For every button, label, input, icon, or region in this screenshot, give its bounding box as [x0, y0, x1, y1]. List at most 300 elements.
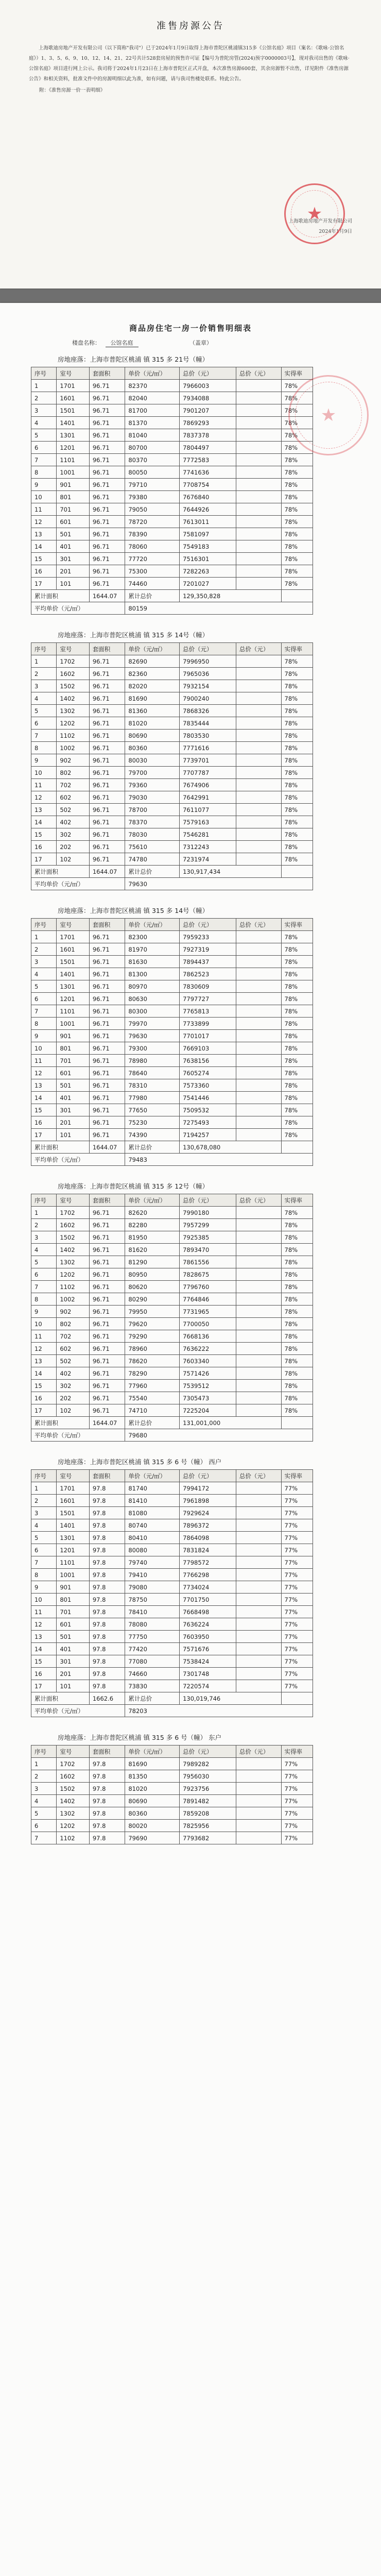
table-cell: 80630 — [125, 993, 180, 1005]
table-cell: 7994172 — [180, 1482, 236, 1495]
table-cell: 1501 — [57, 956, 89, 968]
table-cell: 96.71 — [89, 578, 125, 590]
table-cell: 7636224 — [180, 1618, 236, 1631]
table-cell — [236, 1330, 281, 1343]
table-cell — [236, 1380, 281, 1392]
table-row — [31, 754, 313, 767]
table-cell: 78% — [281, 980, 313, 993]
table-cell: 1302 — [57, 705, 89, 717]
table-cell: 7674906 — [180, 779, 236, 791]
table-cell: 7549183 — [180, 540, 236, 553]
table-cell: 80360 — [125, 742, 180, 754]
building-block — [0, 1457, 381, 1717]
table-cell: 10 — [31, 1594, 57, 1606]
table-cell: 7539512 — [180, 1380, 236, 1392]
table-row — [31, 668, 313, 680]
table-cell: 96.71 — [89, 1042, 125, 1055]
table-cell: 7676840 — [180, 491, 236, 503]
table-cell: 1101 — [57, 454, 89, 466]
table-cell: 96.71 — [89, 466, 125, 479]
table-cell: 79950 — [125, 1306, 180, 1318]
table-cell: 1401 — [57, 417, 89, 429]
table-cell: 78% — [281, 1268, 313, 1281]
table-cell: 7 — [31, 1832, 57, 1844]
table-cell — [236, 491, 281, 503]
table-cell: 77750 — [125, 1631, 180, 1643]
table-cell: 96.71 — [89, 943, 125, 956]
table-cell: 80620 — [125, 1281, 180, 1293]
total-area-value: 1644.07 — [89, 590, 125, 602]
avg-price-label: 平均单价（元/㎡） — [31, 1705, 125, 1717]
table-row — [31, 1795, 313, 1807]
table-cell — [236, 1544, 281, 1556]
table-cell: 7571426 — [180, 1367, 236, 1380]
table-cell: 97.8 — [89, 1581, 125, 1594]
table-cell: 7194257 — [180, 1129, 236, 1141]
table-cell: 7741636 — [180, 466, 236, 479]
table-cell: 77% — [281, 1532, 313, 1544]
table-cell: 96.71 — [89, 742, 125, 754]
table-cell: 96.71 — [89, 1231, 125, 1244]
table-cell: 401 — [57, 540, 89, 553]
table-cell: 1001 — [57, 1569, 89, 1581]
table-cell: 96.71 — [89, 1018, 125, 1030]
table-cell: 7546281 — [180, 828, 236, 841]
table-cell: 75300 — [125, 565, 180, 578]
column-header: 单价（元/㎡） — [125, 643, 180, 655]
total-area-label: 累计面积 — [31, 866, 90, 878]
table-cell: 74460 — [125, 578, 180, 590]
table-cell: 78% — [281, 943, 313, 956]
table-cell: 78% — [281, 841, 313, 853]
table-cell — [236, 392, 281, 404]
table-cell: 7644926 — [180, 503, 236, 516]
table-cell: 78% — [281, 380, 313, 392]
table-cell — [236, 1770, 281, 1783]
table-cell: 1201 — [57, 1544, 89, 1556]
project-label: 楼盘名称 — [72, 340, 95, 346]
table-cell: 6 — [31, 993, 57, 1005]
table-cell: 96.71 — [89, 503, 125, 516]
table-row — [31, 1104, 313, 1116]
table-row — [31, 1030, 313, 1042]
column-header: 序号 — [31, 643, 57, 655]
table-row — [31, 1544, 313, 1556]
column-header: 室号 — [57, 643, 89, 655]
table-header-row — [31, 367, 313, 380]
table-cell: 82360 — [125, 668, 180, 680]
table-cell: 78% — [281, 655, 313, 668]
table-cell — [236, 692, 281, 705]
table-cell: 201 — [57, 565, 89, 578]
table-cell: 96.71 — [89, 828, 125, 841]
avg-price-label: 平均单价（元/㎡） — [31, 1429, 125, 1442]
table-cell: 81040 — [125, 429, 180, 442]
table-cell: 78% — [281, 1042, 313, 1055]
table-cell: 11 — [31, 779, 57, 791]
table-cell: 80690 — [125, 1795, 180, 1807]
table-cell — [236, 553, 281, 565]
column-header: 套面积 — [89, 1470, 125, 1482]
table-cell: 1101 — [57, 1005, 89, 1018]
table-cell — [236, 1404, 281, 1417]
table-cell: 78410 — [125, 1606, 180, 1618]
table-title: 商品房住宅一房一价销售明细表 — [129, 324, 252, 333]
table-cell — [236, 680, 281, 692]
project-name: 公馆名庭 — [106, 338, 138, 347]
table-cell: 73830 — [125, 1680, 180, 1692]
table-cell: 96.71 — [89, 442, 125, 454]
table-cell: 7282263 — [180, 565, 236, 578]
column-header: 室号 — [57, 1745, 89, 1758]
table-cell: 7669103 — [180, 1042, 236, 1055]
table-cell: 97.8 — [89, 1758, 125, 1770]
table-cell: 13 — [31, 1355, 57, 1367]
table-cell: 6 — [31, 1544, 57, 1556]
column-header: 总价（元） — [180, 643, 236, 655]
table-cell: 5 — [31, 980, 57, 993]
table-cell: 1401 — [57, 968, 89, 980]
table-row — [31, 1268, 313, 1281]
avg-price-value: 79483 — [125, 1154, 313, 1166]
table-cell: 1402 — [57, 1795, 89, 1807]
column-header: 套面积 — [89, 919, 125, 931]
price-table — [31, 367, 313, 615]
table-cell: 96.71 — [89, 1067, 125, 1079]
column-header: 实得率 — [281, 643, 313, 655]
table-cell: 7225204 — [180, 1404, 236, 1417]
table-row — [31, 553, 313, 565]
table-cell: 78390 — [125, 528, 180, 540]
table-cell: 702 — [57, 779, 89, 791]
table-cell: 7701017 — [180, 1030, 236, 1042]
table-cell: 6 — [31, 442, 57, 454]
table-cell: 1302 — [57, 1256, 89, 1268]
table-cell: 97.8 — [89, 1556, 125, 1569]
column-header: 总价（元） — [180, 367, 236, 380]
table-cell: 78% — [281, 1256, 313, 1268]
table-cell: 96.71 — [89, 1343, 125, 1355]
table-cell — [236, 1594, 281, 1606]
table-cell: 7220574 — [180, 1680, 236, 1692]
table-row — [31, 1207, 313, 1219]
table-cell — [236, 980, 281, 993]
table-row — [31, 1293, 313, 1306]
table-cell — [236, 1281, 281, 1293]
total-area-value: 1662.6 — [89, 1692, 125, 1705]
table-cell: 7613011 — [180, 516, 236, 528]
table-cell — [236, 454, 281, 466]
table-cell — [236, 540, 281, 553]
table-cell: 74780 — [125, 853, 180, 866]
table-cell: 82370 — [125, 380, 180, 392]
table-cell: 1102 — [57, 1281, 89, 1293]
table-row — [31, 1092, 313, 1104]
table-cell: 1402 — [57, 1244, 89, 1256]
table-row — [31, 1655, 313, 1668]
table-cell: 7668136 — [180, 1330, 236, 1343]
table-cell: 78% — [281, 565, 313, 578]
table-cell — [236, 1392, 281, 1404]
table-cell: 79620 — [125, 1318, 180, 1330]
table-cell: 96.71 — [89, 1005, 125, 1018]
table-cell: 78% — [281, 1281, 313, 1293]
total-price-label: 累计总价 — [125, 1692, 180, 1705]
table-cell: 1601 — [57, 943, 89, 956]
table-cell: 96.71 — [89, 1207, 125, 1219]
table-cell — [236, 404, 281, 417]
table-cell: 96.71 — [89, 1281, 125, 1293]
table-cell — [236, 528, 281, 540]
table-cell: 4 — [31, 968, 57, 980]
company-seal: ★ — [284, 183, 345, 244]
table-cell — [236, 1030, 281, 1042]
table-cell: 302 — [57, 1380, 89, 1392]
table-cell: 7701750 — [180, 1594, 236, 1606]
column-header: 总价（元） — [236, 1470, 281, 1482]
table-cell: 97.8 — [89, 1668, 125, 1680]
table-cell: 7803530 — [180, 730, 236, 742]
table-sheet — [0, 303, 381, 2576]
table-cell: 77% — [281, 1482, 313, 1495]
table-cell: 77720 — [125, 553, 180, 565]
table-cell — [281, 866, 313, 878]
table-row — [31, 655, 313, 668]
table-cell: 201 — [57, 1116, 89, 1129]
table-cell: 77% — [281, 1581, 313, 1594]
table-cell: 1101 — [57, 1556, 89, 1569]
table-row — [31, 442, 313, 454]
table-cell — [236, 816, 281, 828]
table-cell: 302 — [57, 828, 89, 841]
table-cell — [236, 828, 281, 841]
total-row — [31, 590, 313, 602]
total-price-value: 130,019,746 — [180, 1692, 281, 1705]
building-block — [0, 1181, 381, 1442]
table-cell: 96.71 — [89, 1318, 125, 1330]
table-cell: 7957299 — [180, 1219, 236, 1231]
table-cell: 12 — [31, 791, 57, 804]
table-cell: 96.71 — [89, 1256, 125, 1268]
table-cell: 7301748 — [180, 1668, 236, 1680]
table-cell: 6 — [31, 717, 57, 730]
avg-price-value: 80159 — [125, 602, 313, 615]
table-cell: 78% — [281, 1231, 313, 1244]
total-area-value: 1644.07 — [89, 866, 125, 878]
table-cell: 80970 — [125, 980, 180, 993]
table-cell: 101 — [57, 1680, 89, 1692]
table-cell: 80370 — [125, 454, 180, 466]
table-cell: 74710 — [125, 1404, 180, 1417]
column-header: 序号 — [31, 1745, 57, 1758]
table-cell: 1502 — [57, 1231, 89, 1244]
table-cell: 77650 — [125, 1104, 180, 1116]
table-cell: 82300 — [125, 931, 180, 943]
table-cell: 7571676 — [180, 1643, 236, 1655]
table-cell: 78720 — [125, 516, 180, 528]
table-cell — [236, 1495, 281, 1507]
column-header: 总价（元） — [236, 919, 281, 931]
table-cell: 96.71 — [89, 454, 125, 466]
table-row — [31, 1392, 313, 1404]
table-cell: 78700 — [125, 804, 180, 816]
table-cell: 78% — [281, 404, 313, 417]
table-cell: 1301 — [57, 429, 89, 442]
table-cell: 96.71 — [89, 1244, 125, 1256]
table-row — [31, 1820, 313, 1832]
table-cell: 79630 — [125, 1030, 180, 1042]
table-cell: 1602 — [57, 668, 89, 680]
total-area-label: 累计面积 — [31, 1417, 90, 1429]
stamp-label: （盖章） — [189, 340, 212, 346]
table-cell: 301 — [57, 553, 89, 565]
column-header: 单价（元/㎡） — [125, 367, 180, 380]
table-row — [31, 479, 313, 491]
table-cell: 81300 — [125, 968, 180, 980]
table-cell: 78030 — [125, 828, 180, 841]
table-cell: 78% — [281, 1104, 313, 1116]
table-row — [31, 993, 313, 1005]
table-cell: 79300 — [125, 1042, 180, 1055]
table-cell: 13 — [31, 804, 57, 816]
table-cell: 701 — [57, 503, 89, 516]
table-cell: 7 — [31, 1281, 57, 1293]
table-cell: 7771616 — [180, 742, 236, 754]
table-cell: 80410 — [125, 1532, 180, 1544]
table-cell: 80080 — [125, 1544, 180, 1556]
table-cell: 77% — [281, 1618, 313, 1631]
table-cell: 8 — [31, 1569, 57, 1581]
table-row — [31, 1330, 313, 1343]
table-cell: 79970 — [125, 1018, 180, 1030]
table-cell: 78% — [281, 779, 313, 791]
table-cell — [236, 668, 281, 680]
table-cell: 902 — [57, 1306, 89, 1318]
table-cell: 75230 — [125, 1116, 180, 1129]
table-cell — [236, 1306, 281, 1318]
table-row — [31, 1770, 313, 1783]
table-row — [31, 956, 313, 968]
table-cell: 96.71 — [89, 1116, 125, 1129]
table-row — [31, 1079, 313, 1092]
table-cell: 96.71 — [89, 1079, 125, 1092]
table-cell: 97.8 — [89, 1631, 125, 1643]
table-cell — [236, 1079, 281, 1092]
column-header: 总价（元） — [180, 919, 236, 931]
table-cell — [236, 429, 281, 442]
table-cell — [236, 503, 281, 516]
table-cell: 97.8 — [89, 1770, 125, 1783]
table-row — [31, 380, 313, 392]
table-cell — [236, 1795, 281, 1807]
table-cell: 77% — [281, 1495, 313, 1507]
table-cell — [236, 1104, 281, 1116]
table-cell: 78% — [281, 1055, 313, 1067]
table-row — [31, 853, 313, 866]
table-cell — [236, 1606, 281, 1618]
table-cell: 77% — [281, 1544, 313, 1556]
table-cell: 7305473 — [180, 1392, 236, 1404]
table-cell: 201 — [57, 1668, 89, 1680]
table-cell: 78% — [281, 1092, 313, 1104]
table-cell: 8 — [31, 1018, 57, 1030]
table-row — [31, 1556, 313, 1569]
table-row — [31, 1643, 313, 1655]
building-location: 房地座落：上海市普陀区桃浦 镇 315 多 14号（幢） — [58, 631, 209, 639]
table-cell: 81950 — [125, 1231, 180, 1244]
table-cell: 17 — [31, 1680, 57, 1692]
table-cell: 7797727 — [180, 993, 236, 1005]
table-cell: 701 — [57, 1606, 89, 1618]
table-cell — [236, 853, 281, 866]
table-row — [31, 1042, 313, 1055]
table-cell — [236, 1680, 281, 1692]
avg-price-label: 平均单价（元/㎡） — [31, 602, 125, 615]
table-cell: 96.71 — [89, 993, 125, 1005]
column-header: 总价（元） — [236, 643, 281, 655]
table-cell: 78080 — [125, 1618, 180, 1631]
table-cell: 402 — [57, 1367, 89, 1380]
average-row — [31, 602, 313, 615]
table-cell — [236, 742, 281, 754]
table-row — [31, 1306, 313, 1318]
table-cell: 1502 — [57, 680, 89, 692]
table-cell: 7893470 — [180, 1244, 236, 1256]
table-cell: 75540 — [125, 1392, 180, 1404]
table-cell: 1 — [31, 931, 57, 943]
table-row — [31, 1507, 313, 1519]
table-cell — [236, 1783, 281, 1795]
table-cell: 7201027 — [180, 578, 236, 590]
table-row — [31, 1231, 313, 1244]
table-cell: 7796760 — [180, 1281, 236, 1293]
table-cell: 79030 — [125, 791, 180, 804]
table-row — [31, 1018, 313, 1030]
table-cell: 96.71 — [89, 816, 125, 828]
table-cell: 97.8 — [89, 1618, 125, 1631]
table-cell — [236, 943, 281, 956]
table-cell: 77% — [281, 1680, 313, 1692]
table-cell: 7734024 — [180, 1581, 236, 1594]
table-cell: 79410 — [125, 1569, 180, 1581]
table-cell — [236, 841, 281, 853]
total-price-value: 129,350,828 — [180, 590, 281, 602]
table-cell: 78% — [281, 730, 313, 742]
table-row — [31, 1606, 313, 1618]
table-cell: 7516301 — [180, 553, 236, 565]
table-cell: 17 — [31, 853, 57, 866]
table-row — [31, 1581, 313, 1594]
table-cell: 78% — [281, 1343, 313, 1355]
table-row — [31, 1244, 313, 1256]
table-cell: 802 — [57, 767, 89, 779]
table-cell: 10 — [31, 1318, 57, 1330]
column-header: 序号 — [31, 367, 57, 380]
table-cell: 78% — [281, 1392, 313, 1404]
table-cell: 96.71 — [89, 705, 125, 717]
table-cell: 96.71 — [89, 1306, 125, 1318]
table-cell — [236, 1231, 281, 1244]
table-cell: 78% — [281, 503, 313, 516]
table-cell: 1702 — [57, 1207, 89, 1219]
table-cell: 97.8 — [89, 1495, 125, 1507]
table-cell — [281, 1141, 313, 1154]
table-cell: 1102 — [57, 1832, 89, 1844]
price-table — [31, 1469, 313, 1717]
table-row — [31, 1594, 313, 1606]
table-cell: 1701 — [57, 1482, 89, 1495]
table-cell: 96.71 — [89, 668, 125, 680]
